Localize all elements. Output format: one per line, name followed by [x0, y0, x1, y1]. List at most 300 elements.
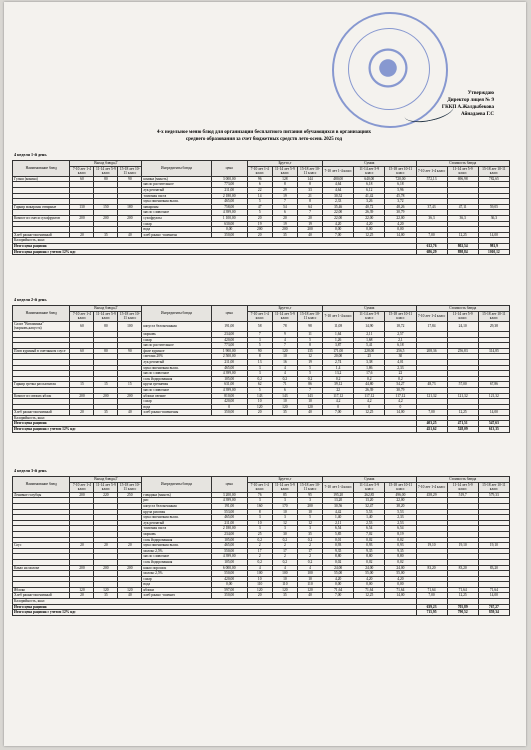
table-cell: 22 [247, 187, 272, 193]
table-cell: 3 [272, 498, 297, 504]
table-cell: масло растительное [142, 182, 211, 188]
table-cell: 4,42 [323, 509, 354, 515]
table-cell: 3 [297, 498, 322, 504]
table-cell: Салат "Витаминка" (морковь,капуста) [13, 321, 70, 331]
table-cell: масло сливочное [142, 554, 211, 560]
table-cell: 0,00 [354, 582, 385, 588]
table-cell: 191,00 [211, 321, 247, 331]
table-cell: 64 [297, 204, 322, 210]
total-value: 528,09 [447, 427, 478, 433]
table-cell: 572,13 [416, 176, 447, 182]
table-cell: 8,80 [385, 554, 416, 560]
table-cell: 211,00 [211, 187, 247, 193]
table-cell: 6,54 [354, 526, 385, 532]
total-value: 790,52 [447, 610, 478, 616]
col-age-group: 11-14 лет 5-9 класс [354, 311, 385, 321]
table-cell: 0,2 [247, 537, 272, 543]
table-cell: 4,20 [385, 576, 416, 582]
col-age-group: 11-14 лет 5-9 класс [94, 482, 118, 492]
table-cell: 2 [297, 543, 322, 549]
table-cell: 20 [118, 543, 142, 549]
total-row [13, 249, 510, 255]
table-cell: 4,20 [385, 221, 416, 227]
table-cell: 105,00 [211, 376, 247, 382]
table-cell: 8 [247, 354, 272, 360]
table-cell: 2 [272, 554, 297, 560]
table-cell: 24,10 [447, 321, 478, 331]
approve-line: Айнадаева Г.С [460, 112, 494, 117]
table-cell: 3,72 [385, 199, 416, 205]
col-age-group: 7-10 лет 1-4 класс [247, 482, 272, 492]
table-cell: 55,00 [354, 571, 385, 577]
document-page [4, 2, 526, 746]
table-cell: 14,90 [354, 321, 385, 331]
table-cell: 22,00 [385, 215, 416, 221]
table-cell: 30,79 [385, 210, 416, 216]
col-price: цена [211, 477, 247, 493]
table-cell: 200 [70, 492, 94, 498]
table-cell: 465,00 [211, 543, 247, 549]
table-cell: 8 [272, 182, 297, 188]
table-cell: 6 000,00 [211, 565, 247, 571]
table-cell: 3 000,00 [211, 176, 247, 182]
table-cell: 1,68 [354, 337, 385, 343]
table-cell: 3 [247, 365, 272, 371]
table-cell: 12,25 [447, 410, 478, 416]
table-cell: 200 [297, 227, 322, 233]
table-cell: 71,64 [416, 587, 447, 593]
table-cell: 83,20 [447, 565, 478, 571]
document-title [64, 130, 464, 143]
table-cell: 71,64 [354, 587, 385, 593]
table-cell: 57,00 [447, 382, 478, 388]
col-age-group: 15-18 лет 10-11 класс [478, 482, 509, 492]
table-cell: 630,00 [211, 221, 247, 227]
col-age-group: 15-18 лет 10-11 класс [297, 166, 322, 176]
table-cell: 208,36 [416, 348, 447, 354]
col-dish-name: Наименование блюд [13, 477, 70, 493]
table-cell: 200 [247, 227, 272, 233]
table-cell: 200 [297, 503, 322, 509]
table-cell: 20 [94, 543, 118, 549]
table-cell: 4,20 [354, 221, 385, 227]
table-cell: 720,00 [385, 176, 416, 182]
table-cell: 120 [94, 587, 118, 593]
table-cell: 4 [272, 371, 297, 377]
title-line: среднего образования за счет бюджетных средств лето-осень 2025 год [185, 136, 343, 142]
table-cell: 20 [70, 232, 94, 238]
table-cell: 35 [94, 232, 118, 238]
col-age-group: 15-18 лет 10-11 класс [385, 482, 416, 492]
table-cell: 0,2 [323, 376, 354, 382]
col-age-group: 15-18 лет 10-11 класс [297, 482, 322, 492]
table-cell: лук репчатый [142, 187, 211, 193]
table-cell: 35 [272, 593, 297, 599]
table-cell: 5 [247, 199, 272, 205]
table-cell: 6 [247, 182, 272, 188]
total-value: 715,95 [416, 610, 447, 616]
table-cell: 11 [297, 331, 322, 337]
table-cell: 17 [297, 548, 322, 554]
table-cell: 71,64 [385, 587, 416, 593]
table-cell: Соус [13, 543, 70, 549]
table-cell: сухофрукты [142, 215, 211, 221]
table-cell: 40 [118, 593, 142, 599]
table-cell: 10 [272, 354, 297, 360]
table-cell: 110 [272, 582, 297, 588]
table-cell: хлеб ржано-пшеничны [142, 410, 211, 416]
table-cell: 0,02 [385, 559, 416, 565]
table-cell: 143 [297, 393, 322, 399]
table-cell: 2 180,00 [211, 526, 247, 532]
table-cell: 496,00 [385, 492, 416, 498]
table-cell: Хлеб ржано-пшеничный [13, 232, 70, 238]
table-cell: 105,00 [211, 537, 247, 543]
table-cell: 14 [247, 193, 272, 199]
table-cell: 0,00 [385, 582, 416, 588]
table-cell: 7,00 [323, 410, 354, 416]
table-cell: 5,85 [323, 531, 354, 537]
col-ingredients: Ингредиенты блюда [142, 477, 211, 493]
table-cell: 110 [297, 582, 322, 588]
table-cell: 26,39 [354, 387, 385, 393]
table-cell: 40 [297, 232, 322, 238]
table-cell: 0,00 [323, 227, 354, 233]
table-cell: 1,86 [354, 365, 385, 371]
table-cell: 7,00 [416, 232, 447, 238]
table-cell: 120 [272, 587, 297, 593]
table-cell: 41,42 [354, 193, 385, 199]
table-cell: 0 [385, 404, 416, 410]
table-cell: 2,1 [385, 337, 416, 343]
col-age-group: 11-14 лет 5-9 класс [94, 311, 118, 321]
table-cell: сметана 20% [142, 354, 211, 360]
col-age-group: 7-10 лет 1-4 класс [247, 166, 272, 176]
col-portion: Выход блюда,Г [70, 306, 142, 312]
col-age-group: 7-10 лет 1-4 класс [416, 166, 447, 176]
table-cell: 465,00 [211, 515, 247, 521]
col-brutto: Брутто,г [247, 161, 322, 167]
table-cell: масло сливочное [142, 210, 211, 216]
col-age-group: 7-10 лет 1-4 класс [323, 482, 354, 492]
table-cell: 35 [272, 232, 297, 238]
table-cell: 758,00 [211, 204, 247, 210]
table-cell: 8 [297, 199, 322, 205]
table-cell: 1,4 [323, 365, 354, 371]
table-cell: 30 [385, 354, 416, 360]
table-cell: 7 [297, 210, 322, 216]
col-sum: Сумма [323, 161, 416, 167]
table-cell: 3 [297, 526, 322, 532]
table-cell: 95 [297, 492, 322, 498]
total-value: 705,89 [447, 604, 478, 610]
table-cell: 7 [272, 199, 297, 205]
table-cell: 47,11 [447, 204, 478, 210]
table-cell: 25 [354, 354, 385, 360]
total-value: 859,34 [478, 610, 509, 616]
table-cell: 0,93 [323, 543, 354, 549]
table-row [13, 321, 510, 331]
table-cell: 12,25 [447, 232, 478, 238]
col-age-group: 7-10 лет 1-4 класс [416, 311, 447, 321]
table-cell: 20 [70, 543, 94, 549]
table-cell: 3 [247, 371, 272, 377]
day-label: 4 неделя 1-й день [14, 152, 47, 157]
table-cell: 6 [272, 210, 297, 216]
table-cell: 17,6 [354, 371, 385, 377]
table-cell: 211,00 [211, 359, 247, 365]
table-cell: 3 [247, 498, 272, 504]
table-cell: 11,08 [323, 321, 354, 331]
table-cell: 14,00 [385, 593, 416, 599]
table-cell: 234,00 [211, 331, 247, 337]
col-age-group: 15-18 лет 10-11 класс [118, 166, 142, 176]
col-portion: Выход блюда,Г [70, 161, 142, 167]
table-cell: сахар [142, 337, 211, 343]
total-label: Калорийность, ккал [13, 415, 417, 421]
table-cell: 250 [118, 492, 142, 498]
table-cell: 22,00 [323, 210, 354, 216]
table-cell: 19 [297, 359, 322, 365]
col-age-group: 11-14 лет 5-9 класс [354, 166, 385, 176]
table-cell: 36,3 [416, 215, 447, 221]
table-cell: 105,00 [211, 559, 247, 565]
table-cell: 20 [247, 593, 272, 599]
table-cell: 8 [297, 182, 322, 188]
table-cell: Хлеб ржано-пшеничный [13, 410, 70, 416]
table-cell: молоко 2,5% [142, 571, 211, 577]
table-cell: 2,33 [385, 365, 416, 371]
table-cell: 0,2 [297, 559, 322, 565]
table-cell: 519,7 [447, 492, 478, 498]
table-cell: мука пшеничная высш. [142, 199, 211, 205]
table-cell: 200 [118, 393, 142, 399]
col-age-group: 15-18 лет 10-11 класс [385, 311, 416, 321]
table-cell: 553,00 [211, 509, 247, 515]
col-age-group: 15-18 лет 10-11 класс [118, 311, 142, 321]
table-cell: 4 399,00 [211, 554, 247, 560]
col-age-group: 11-14 лет 5-9 класс [272, 311, 297, 321]
table-cell: 13,20 [354, 498, 385, 504]
col-age-group: 7-10 лет 1-4 класс [323, 166, 354, 176]
table-cell: 0,93 [385, 543, 416, 549]
table-cell: 3 [272, 515, 297, 521]
table-cell: 8,80 [323, 554, 354, 560]
table-cell: 17 [247, 548, 272, 554]
table-cell: 0,00 [385, 227, 416, 233]
table-cell: 33 [297, 187, 322, 193]
table-cell: 120 [247, 587, 272, 593]
table-cell: 4,20 [354, 576, 385, 582]
table-cell: 83,20 [416, 565, 447, 571]
table-cell: 22 [323, 387, 354, 393]
table-cell: 78 [272, 321, 297, 331]
table-cell: 5,53 [354, 509, 385, 515]
table-cell: 22,00 [354, 215, 385, 221]
col-age-group: 7-10 лет 1-4 класс [70, 166, 94, 176]
table-cell: 120 [70, 587, 94, 593]
total-label: Калорийность, ккал [13, 599, 417, 605]
table-cell: 3 [272, 526, 297, 532]
table-cell: 21 [297, 193, 322, 199]
table-cell: 0 [354, 404, 385, 410]
table-cell: 67,86 [478, 382, 509, 388]
table-cell: 420,00 [211, 576, 247, 582]
table-cell: 350,00 [211, 232, 247, 238]
col-dish-name: Наименование блюд [13, 161, 70, 177]
table-cell: 773,00 [211, 182, 247, 188]
table-cell: 22,00 [323, 215, 354, 221]
table-cell: 200 [272, 227, 297, 233]
table-cell: 2,53 [354, 520, 385, 526]
table-cell: 76 [247, 492, 272, 498]
table-cell: 80 [94, 176, 118, 182]
table-cell: Компот из свежих яблок [13, 393, 70, 399]
table-cell: 117,12 [323, 393, 354, 399]
total-value: 639,23 [416, 604, 447, 610]
table-cell: яблоки [142, 587, 211, 593]
table-cell: 2,11 [354, 331, 385, 337]
table-cell: 2 500,00 [211, 354, 247, 360]
table-cell: 35,46 [323, 204, 354, 210]
table-cell: 143 [247, 393, 272, 399]
table-cell: 55,00 [323, 571, 354, 577]
menu-table [12, 476, 510, 616]
table-cell: 35 [94, 593, 118, 599]
table-cell: 71,64 [478, 587, 509, 593]
table-cell: 10 [272, 576, 297, 582]
col-sum: Сумма [323, 306, 416, 312]
table-cell: 7,00 [416, 593, 447, 599]
table-cell: 200 [70, 215, 94, 221]
table-cell: 2,33 [385, 515, 416, 521]
col-age-group: 11-14 лет 5-9 класс [272, 482, 297, 492]
table-cell: 59,05 [478, 204, 509, 210]
table-cell: 2,57 [385, 331, 416, 337]
table-cell: 30,56 [323, 503, 354, 509]
total-value: 898,84 [447, 249, 478, 255]
table-cell: 2,11 [323, 520, 354, 526]
total-value: 471,51 [447, 421, 478, 427]
table-cell: 195,20 [323, 492, 354, 498]
table-cell: 83,20 [478, 565, 509, 571]
table-cell: 256,83 [447, 348, 478, 354]
table-cell: 17 [272, 548, 297, 554]
total-value: 802,54 [447, 243, 478, 249]
table-cell: 0,02 [385, 537, 416, 543]
table-cell: 20 [272, 215, 297, 221]
table-cell: 7 [297, 387, 322, 393]
table-cell: 5,41 [354, 343, 385, 349]
table-cell: 22 [385, 371, 416, 377]
col-brutto: Брутто,г [247, 306, 322, 312]
table-cell: 0,2 [297, 376, 322, 382]
table-cell: 19 [272, 221, 297, 227]
table-cell: 8,80 [354, 554, 385, 560]
table-cell: 2 [247, 554, 272, 560]
table-cell: хлеб ржано -пшенич [142, 593, 211, 599]
table-cell: сахар [142, 221, 211, 227]
table-cell: томатная паста [142, 193, 211, 199]
table-cell: хлеб ржано -пшеничн [142, 232, 211, 238]
table-cell: 200 [118, 565, 142, 571]
table-cell: 71 [272, 382, 297, 388]
table-cell: сахар [142, 576, 211, 582]
table-cell: 550,00 [211, 571, 247, 577]
col-age-group: 7-10 лет 1-4 класс [247, 311, 272, 321]
table-cell: 120 [272, 348, 297, 354]
table-cell: яблоки свежие [142, 393, 211, 399]
table-cell: крупа гречневая [142, 382, 211, 388]
title-line: 4-х недельное меню блюд для организации бесплатного питания обучающихся в организациях [156, 130, 372, 135]
table-cell: 12,25 [354, 410, 385, 416]
table-cell: 40 [297, 593, 322, 599]
table-cell: 480,00 [323, 176, 354, 182]
table-cell: 19,10 [478, 543, 509, 549]
table-cell: 0,00 [323, 582, 354, 588]
col-age-group: 11-14 лет 5-9 класс [354, 482, 385, 492]
table-cell: 86 [297, 382, 322, 388]
col-age-group: 7-10 лет 1-4 класс [323, 311, 354, 321]
table-cell: 0,2 [272, 559, 297, 565]
table-cell: 171,00 [323, 348, 354, 354]
table-cell: 9,35 [354, 548, 385, 554]
table-cell: 256,5 [385, 348, 416, 354]
total-value: 451,62 [416, 427, 447, 433]
table-cell: 9 [272, 331, 297, 337]
table-cell: 7 [272, 343, 297, 349]
table-cell: 200 [94, 215, 118, 221]
table-cell: 40,72 [354, 204, 385, 210]
table-cell: 350,00 [211, 410, 247, 416]
total-value: 767,27 [478, 604, 509, 610]
table-cell: 1 100,00 [211, 215, 247, 221]
table-cell: 180 [118, 204, 142, 210]
table-cell: 4 [272, 365, 297, 371]
table-cell: 24,00 [323, 565, 354, 571]
table-cell: 10 [272, 399, 297, 405]
table-cell: 191,00 [211, 503, 247, 509]
table-cell: 71,64 [323, 587, 354, 593]
table-cell: 1,40 [354, 515, 385, 521]
table-cell: 200 [70, 393, 94, 399]
table-cell: 26,39 [354, 210, 385, 216]
table-cell: 58 [247, 321, 272, 331]
table-cell: 7,00 [416, 410, 447, 416]
table-cell: 18,72 [385, 321, 416, 331]
table-cell: 40 [297, 410, 322, 416]
day-label: 4 неделя 3-й день [14, 468, 47, 473]
table-cell: Гуляш (конина) [13, 176, 70, 182]
table-cell: 200 [70, 565, 94, 571]
table-cell: 234,00 [211, 531, 247, 537]
table-cell: 10 [297, 399, 322, 405]
table-cell: 4 399,00 [211, 387, 247, 393]
table-cell: 350,00 [211, 593, 247, 599]
col-age-group: 15-18 лет 10-11 класс [297, 311, 322, 321]
col-age-group: 11-14 лет 5-9 класс [272, 166, 297, 176]
table-cell: 5 [247, 343, 272, 349]
table-cell: вода [142, 227, 211, 233]
col-dish-name: Наименование блюд [13, 306, 70, 322]
table-cell: 96 [247, 176, 272, 182]
table-cell: 211,00 [211, 520, 247, 526]
table-cell: сахар [142, 399, 211, 405]
table-cell: 7,02 [354, 531, 385, 537]
table-cell: 19,10 [416, 543, 447, 549]
table-cell: 14,00 [478, 593, 509, 599]
table-cell: вода [142, 582, 211, 588]
